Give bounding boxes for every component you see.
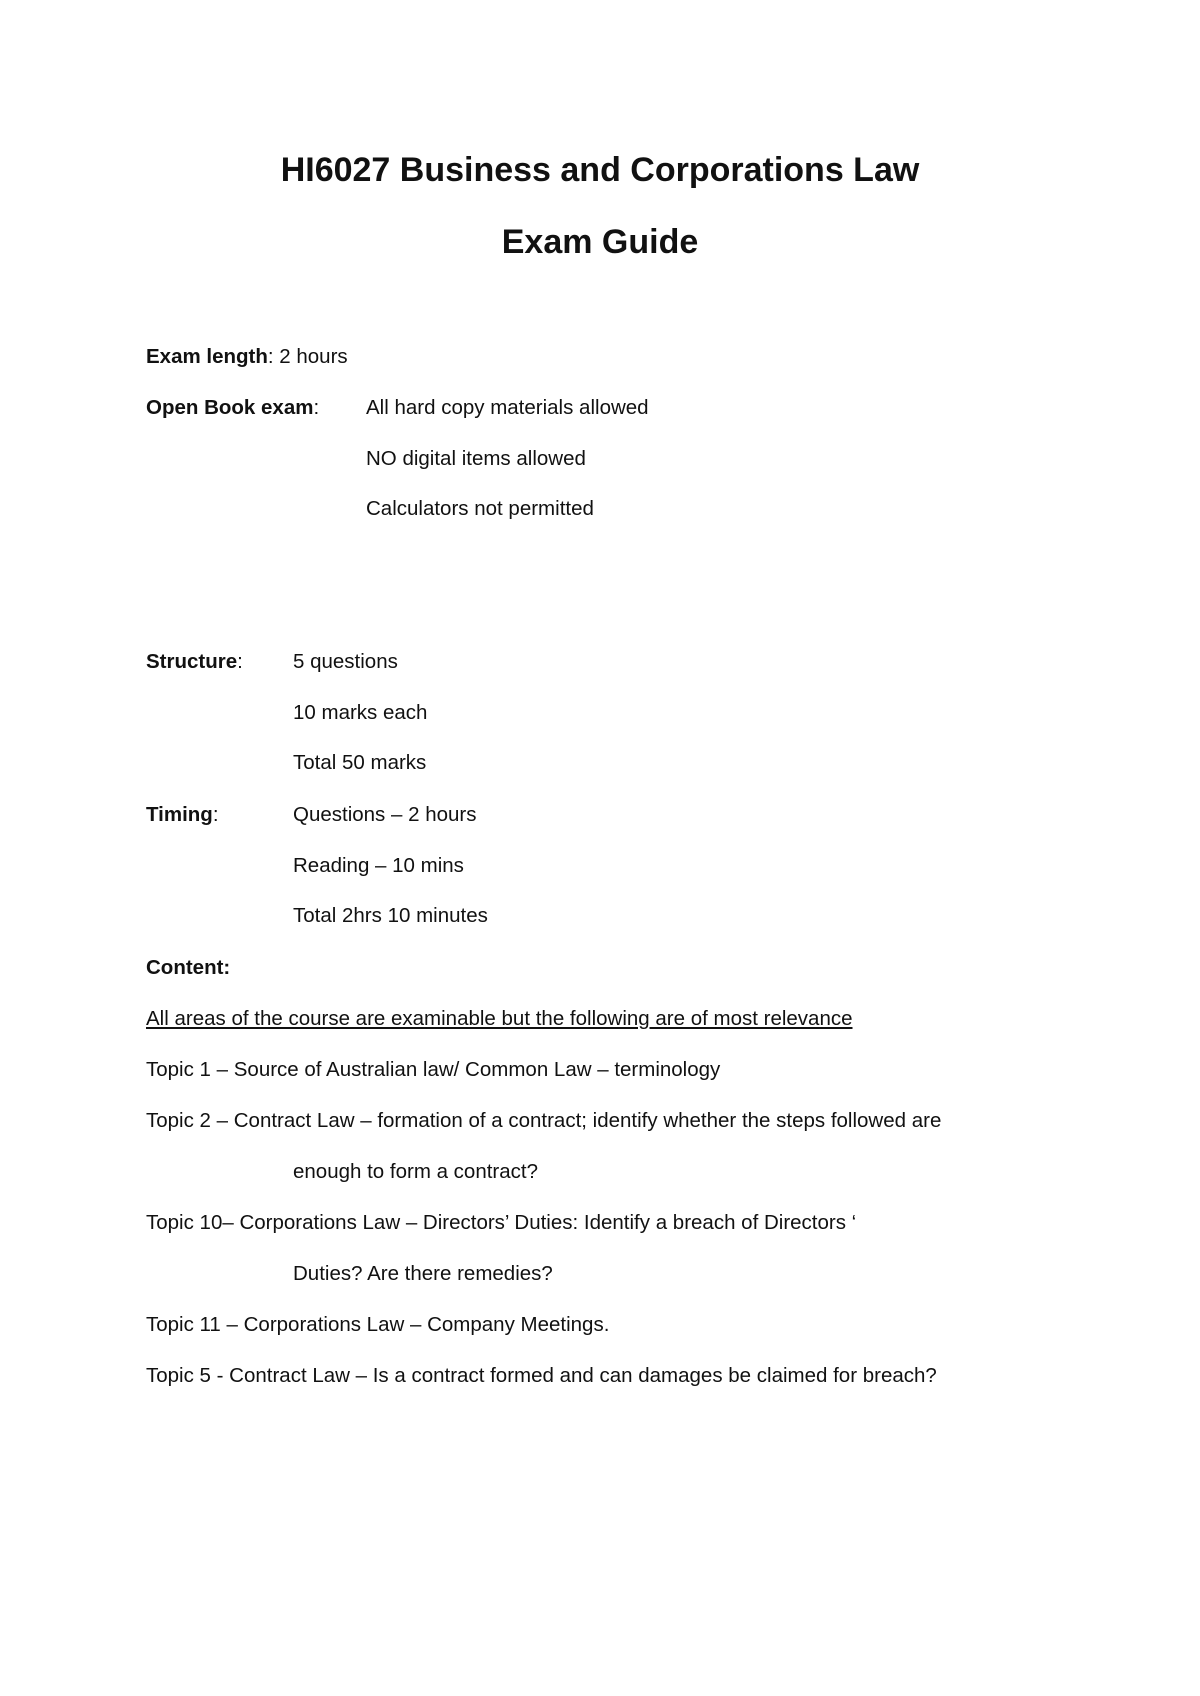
exam-length-row [146,344,348,370]
open-book-label: Open Book exam [146,396,314,419]
timing-label: Timing [146,803,213,826]
structure-item: 10 marks each [293,701,428,724]
content-label: Content: [146,956,231,979]
exam-length-value: : 2 hours [267,345,348,368]
open-book-label-row [146,395,319,421]
document-title: HI6027 Business and Corporations Law [280,151,920,189]
topic-line: Topic 11 – Corporations Law – Company Meetings. [146,1313,610,1336]
topic-line: Topic 2 – Contract Law – formation of a contract; identify whether the steps followed are [146,1109,942,1132]
timing-item: Total 2hrs 10 minutes [293,904,488,927]
content-intro: All areas of the course are examinable but the following are of most relevance [146,1007,853,1030]
timing-item: Questions – 2 hours [293,803,477,826]
topic-line: Topic 5 - Contract Law – Is a contract formed and can damages be claimed for breach? [146,1364,937,1387]
open-book-item: NO digital items allowed [366,447,586,470]
timing-item: Reading – 10 mins [293,854,464,877]
topic-line: Topic 1 – Source of Australian law/ Common Law – terminology [146,1058,721,1081]
topic-continuation: enough to form a contract? [293,1160,539,1183]
structure-item: Total 50 marks [293,751,427,774]
topic-continuation: Duties? Are there remedies? [293,1262,553,1285]
exam-length-label: Exam length [146,345,268,368]
structure-label: Structure [146,650,238,673]
timing-label-row [146,802,219,828]
timing-colon: : [212,803,219,826]
open-book-item: Calculators not permitted [366,497,594,520]
structure-item: 5 questions [293,650,398,673]
document-subtitle: Exam Guide [501,223,699,261]
structure-colon: : [237,650,243,673]
topic-line: Topic 10– Corporations Law – Directors’ Duties: Identify a breach of Directors ‘ [146,1211,857,1234]
structure-label-row [146,649,243,675]
open-book-item: All hard copy materials allowed [366,396,649,419]
open-book-colon: : [313,396,320,419]
